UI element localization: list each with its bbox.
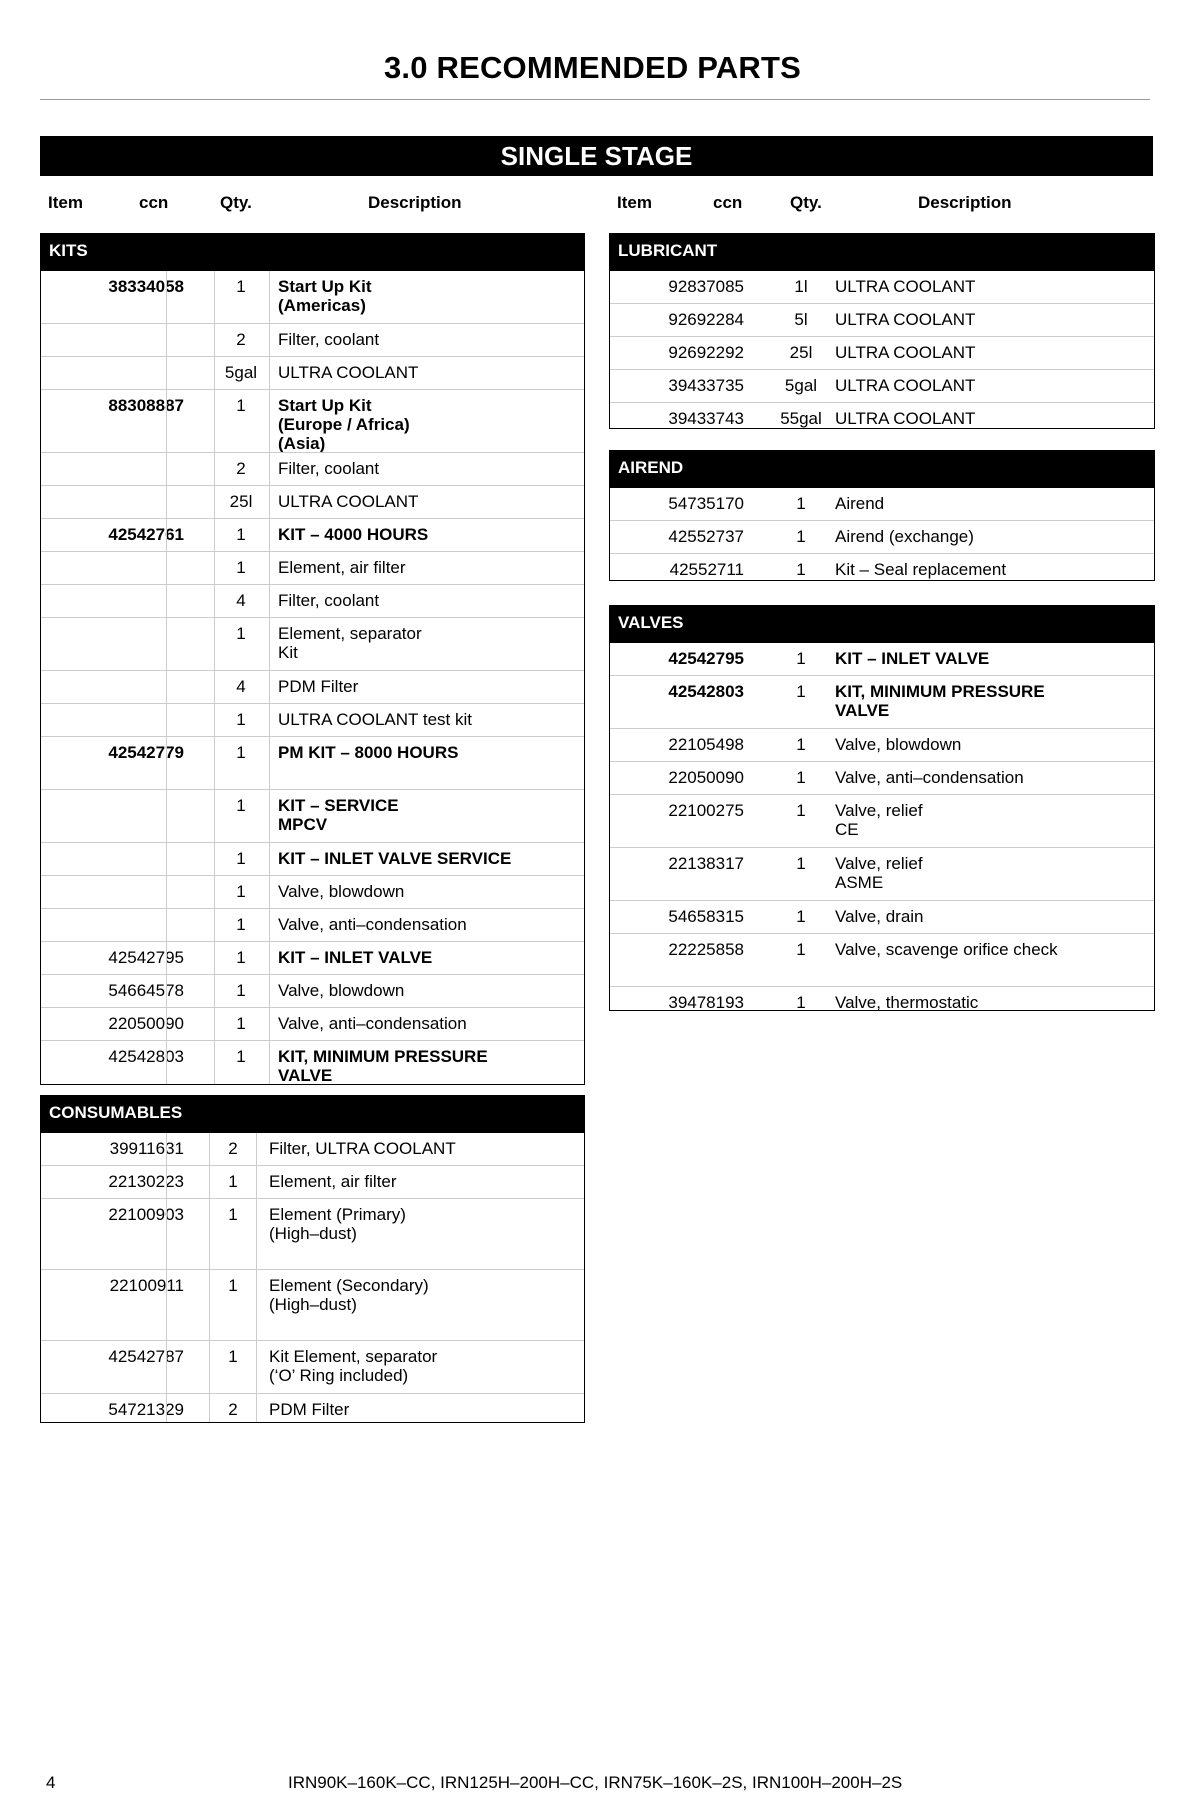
ccn-cell: 22100911 [109,1276,184,1295]
qty-cell: 1 [228,1276,238,1295]
kits-row [41,974,584,1007]
description-cell: Element, air filter [278,558,406,577]
qty-cell: 1 [796,907,806,926]
qty-cell: 5l [794,310,808,329]
column-divider [214,271,215,1084]
description-cell: KIT – SERVICE MPCV [278,796,399,834]
description-cell: KIT, MINIMUM PRESSURE VALVE [278,1047,488,1085]
title-divider [40,99,1150,100]
description-cell: PM KIT – 8000 HOURS [278,743,459,762]
description-cell: Filter, coolant [278,591,380,610]
header-qty-right: Qty. [790,193,822,212]
qty-cell: 2 [236,330,246,349]
kits-row [41,842,584,875]
qty-cell: 1 [236,624,246,643]
description-cell: Valve, relief CE [835,801,923,839]
qty-cell: 4 [236,677,246,696]
qty-cell: 4 [236,591,246,610]
header-description-left: Description [368,193,462,212]
description-cell: ULTRA COOLANT [835,409,976,428]
ccn-cell: 22100275 [668,801,744,820]
kits-row [41,703,584,736]
description-cell: ULTRA COOLANT [835,310,976,329]
description-cell: Element (Primary) (High–dust) [269,1205,406,1243]
valves-row [610,933,1154,986]
consumables-row [41,1165,584,1198]
kits-rows [41,271,584,1093]
ccn-cell: 39911631 [109,1139,184,1158]
qty-cell: 25l [229,492,253,511]
qty-cell: 1 [796,735,806,754]
airend-row [610,553,1154,586]
qty-cell: 1 [236,948,246,967]
lubricant-row [610,336,1154,369]
qty-cell: 1 [236,981,246,1000]
kits-row [41,389,584,452]
page-title: 3.0 RECOMMENDED PARTS [383,50,801,85]
kits-row [41,908,584,941]
valves-row [610,761,1154,794]
description-cell: Airend (exchange) [835,527,974,546]
qty-cell: 1 [796,993,806,1012]
qty-cell: 1 [236,558,246,577]
ccn-cell: 22050090 [108,1014,184,1033]
description-cell: Valve, blowdown [835,735,962,754]
column-divider [166,271,167,1084]
lubricant-header: LUBRICANT [610,234,1154,271]
consumables-table [40,1095,585,1423]
ccn-cell: 92692284 [668,310,744,329]
ccn-cell: 42542787 [108,1347,184,1366]
consumables-row [41,1198,584,1269]
ccn-cell: 22105498 [668,735,744,754]
kits-row [41,670,584,703]
valves-row [610,986,1154,1019]
valves-row [610,847,1154,900]
description-cell: Kit Element, separator (‘O’ Ring included) [269,1347,438,1385]
valves-row [610,643,1154,675]
valves-rows [610,643,1154,1019]
consumables-row [41,1393,584,1426]
qty-cell: 1 [236,915,246,934]
kits-row [41,584,584,617]
kits-row [41,271,584,323]
ccn-cell: 22100903 [108,1205,184,1224]
valves-row [610,675,1154,728]
airend-header: AIREND [610,451,1154,488]
footer-models: IRN90K–160K–CC, IRN125H–200H–CC, IRN75K–160K–2S, IRN100H–200H–2S [288,1773,903,1792]
qty-cell: 2 [228,1139,238,1158]
description-cell: Valve, blowdown [278,981,405,1000]
description-cell: Valve, anti–condensation [278,915,467,934]
lubricant-row [610,303,1154,336]
description-cell: Valve, thermostatic [835,993,979,1012]
description-cell: Valve, drain [835,907,924,926]
airend-rows [610,488,1154,586]
description-cell: ULTRA COOLANT [835,376,976,395]
qty-cell: 1 [236,396,246,415]
description-cell: Start Up Kit (Europe / Africa) (Asia) [278,396,410,453]
kits-table [40,233,585,1085]
header-qty-left: Qty. [220,193,252,212]
qty-cell: 1 [228,1347,238,1366]
description-cell: Valve, anti–condensation [278,1014,467,1033]
description-cell: Element, air filter [269,1172,397,1191]
ccn-cell: 42542795 [108,948,184,967]
qty-cell: 1 [796,768,806,787]
column-divider [269,271,270,1084]
ccn-cell: 54721329 [108,1400,184,1419]
ccn-cell: 54658315 [668,907,744,926]
qty-cell: 1 [796,682,806,701]
description-cell: KIT – INLET VALVE [278,948,433,967]
description-cell: ULTRA COOLANT [835,277,976,296]
kits-row [41,1040,584,1093]
header-ccn-right: ccn [713,193,743,212]
kits-row [41,485,584,518]
qty-cell: 1 [796,649,806,668]
qty-cell: 1 [236,743,246,762]
qty-cell: 25l [789,343,813,362]
description-cell: Valve, scavenge orifice check [835,940,1058,959]
kits-row [41,617,584,670]
description-cell: ULTRA COOLANT [835,343,976,362]
qty-cell: 1 [796,560,806,579]
consumables-row [41,1340,584,1393]
header-item-right: Item [617,193,652,212]
qty-cell: 1 [236,1047,246,1066]
description-cell: Airend [835,494,885,513]
consumables-rows [41,1133,584,1426]
kits-row [41,789,584,842]
description-cell: Filter, ULTRA COOLANT [269,1139,456,1158]
header-description-right: Description [918,193,1012,212]
qty-cell: 1 [236,796,246,815]
ccn-cell: 92837085 [668,277,744,296]
lubricant-row [610,402,1154,435]
description-cell: Valve, anti–condensation [835,768,1024,787]
airend-table [609,450,1155,581]
description-cell: KIT – INLET VALVE SERVICE [278,849,512,868]
description-cell: KIT, MINIMUM PRESSURE VALVE [835,682,1045,720]
qty-cell: 1 [236,1014,246,1033]
qty-cell: 2 [228,1400,238,1419]
description-cell: PDM Filter [269,1400,350,1419]
kits-header: KITS [41,234,584,271]
description-cell: KIT – INLET VALVE [835,649,990,668]
qty-cell: 1 [796,494,806,513]
ccn-cell: 42542795 [668,649,744,668]
qty-cell: 1 [236,525,246,544]
qty-cell: 1 [236,277,246,296]
ccn-cell: 54664578 [108,981,184,1000]
ccn-cell: 42542803 [668,682,744,701]
qty-cell: 2 [236,459,246,478]
description-cell: Filter, coolant [278,459,380,478]
column-divider [256,1133,257,1422]
ccn-cell: 22225858 [668,940,744,959]
lubricant-row [610,271,1154,303]
header-item-left: Item [48,193,83,212]
description-cell: KIT – 4000 HOURS [278,525,429,544]
kits-row [41,518,584,551]
ccn-cell: 42542761 [108,525,184,544]
description-cell: ULTRA COOLANT test kit [278,710,472,729]
lubricant-rows [610,271,1154,435]
qty-cell: 1 [796,801,806,820]
qty-cell: 1 [228,1205,238,1224]
lubricant-table [609,233,1155,429]
description-cell: ULTRA COOLANT [278,492,419,511]
kits-row [41,323,584,356]
ccn-cell: 42542803 [108,1047,184,1066]
description-cell: Filter, coolant [278,330,380,349]
ccn-cell: 22130223 [108,1172,184,1191]
description-cell: Kit – Seal replacement [835,560,1007,579]
description-cell: Valve, blowdown [278,882,405,901]
header-ccn-left: ccn [139,193,169,212]
ccn-cell: 92692292 [668,343,744,362]
qty-cell: 55gal [780,409,822,428]
ccn-cell: 42552737 [668,527,744,546]
valves-row [610,794,1154,847]
ccn-cell: 38334058 [108,277,184,296]
qty-cell: 5gal [224,363,258,382]
airend-row [610,520,1154,553]
kits-row [41,356,584,389]
column-divider [209,1133,210,1422]
valves-table [609,605,1155,1011]
kits-row [41,736,584,789]
description-cell: PDM Filter [278,677,359,696]
qty-cell: 1 [796,940,806,959]
kits-row [41,452,584,485]
ccn-cell: 42552711 [669,560,744,579]
description-cell: Start Up Kit (Americas) [278,277,372,315]
valves-header: VALVES [610,606,1154,643]
ccn-cell: 88308887 [108,396,184,415]
section-band: SINGLE STAGE [40,136,1153,176]
ccn-cell: 54735170 [668,494,744,513]
ccn-cell: 22138317 [668,854,744,873]
consumables-header: CONSUMABLES [41,1096,584,1133]
page-number: 4 [46,1773,56,1792]
qty-cell: 1l [794,277,808,296]
description-cell: Valve, relief ASME [835,854,923,892]
description-cell: ULTRA COOLANT [278,363,419,382]
qty-cell: 1 [236,849,246,868]
ccn-cell: 39433743 [668,409,744,428]
qty-cell: 1 [236,882,246,901]
airend-row [610,488,1154,520]
qty-cell: 1 [796,854,806,873]
ccn-cell: 39433735 [668,376,744,395]
qty-cell: 1 [236,710,246,729]
column-divider [166,1133,167,1422]
consumables-row [41,1269,584,1340]
qty-cell: 1 [228,1172,238,1191]
qty-cell: 5gal [784,376,818,395]
kits-row [41,875,584,908]
description-cell: Element, separator Kit [278,624,422,662]
ccn-cell: 42542779 [108,743,184,762]
ccn-cell: 22050090 [668,768,744,787]
kits-row [41,551,584,584]
lubricant-row [610,369,1154,402]
consumables-row [41,1133,584,1165]
description-cell: Element (Secondary) (High–dust) [269,1276,429,1314]
ccn-cell: 39478193 [668,993,744,1012]
qty-cell: 1 [796,527,806,546]
kits-row [41,1007,584,1040]
valves-row [610,900,1154,933]
valves-row [610,728,1154,761]
kits-row [41,941,584,974]
